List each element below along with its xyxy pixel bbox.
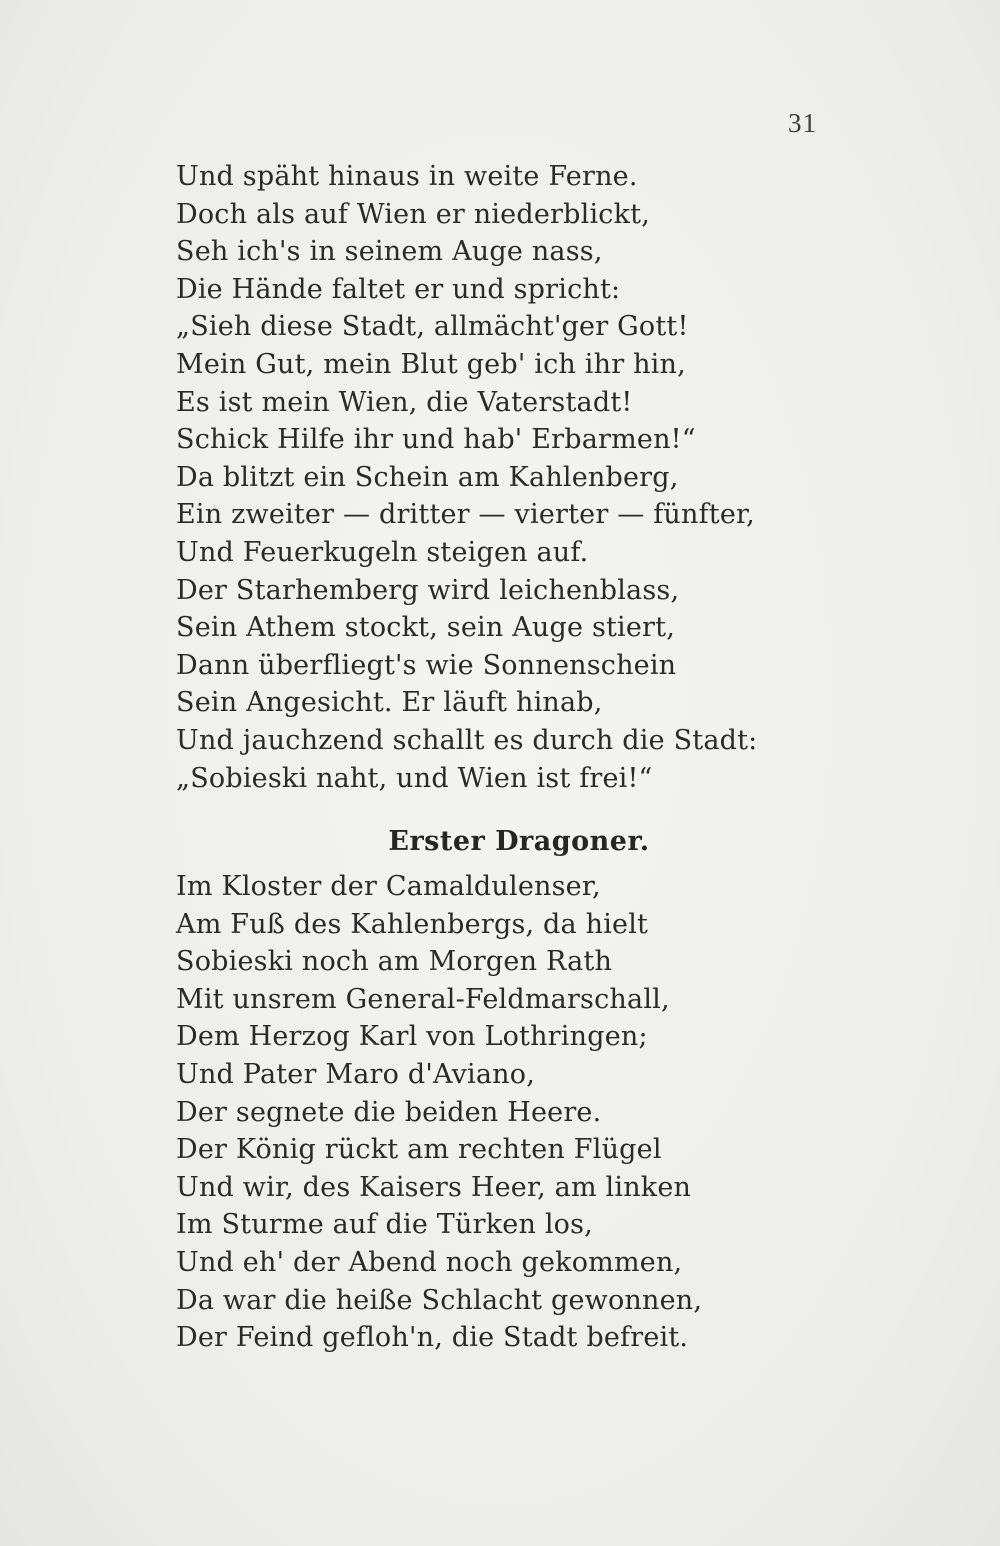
poem-line: Mit unsrem General-Feldmarschall, bbox=[176, 983, 670, 1015]
poem-line: Dann überfliegt's wie Sonnenschein bbox=[176, 649, 677, 681]
poem-line: Dem Herzog Karl von Lothringen; bbox=[176, 1021, 648, 1053]
poem-stanza-2 bbox=[176, 868, 796, 1357]
poem-line: Es ist mein Wien, die Vaterstadt! bbox=[176, 386, 633, 418]
poem-line: Und jauchzend schallt es durch die Stadt: bbox=[176, 724, 758, 756]
poem-line: Und Feuerkugeln steigen auf. bbox=[176, 536, 589, 568]
poem-line: Im Sturme auf die Türken los, bbox=[176, 1209, 593, 1241]
poem-line: Mein Gut, mein Blut geb' ich ihr hin, bbox=[176, 348, 686, 380]
poem-line: Und späht hinaus in weite Ferne. bbox=[176, 161, 638, 192]
poem-line: Sein Angesicht. Er läuft hinab, bbox=[176, 687, 603, 719]
poem-line: Und wir, des Kaisers Heer, am linken bbox=[176, 1171, 692, 1203]
poem-line: Sobieski noch am Morgen Rath bbox=[176, 946, 613, 978]
poem-line: Da blitzt ein Schein am Kahlenberg, bbox=[176, 461, 679, 493]
poem-line: Der segnete die beiden Heere. bbox=[176, 1096, 602, 1128]
poem-line: Die Hände faltet er und spricht: bbox=[176, 273, 621, 305]
poem-line: Doch als auf Wien er niederblickt, bbox=[176, 198, 651, 230]
section-heading: Erster Dragoner. bbox=[388, 826, 650, 857]
poem-line: Und Pater Maro d'Aviano, bbox=[176, 1058, 535, 1090]
poem-line: Der König rückt am rechten Flügel bbox=[176, 1134, 662, 1166]
poem-line: „Sobieski naht, und Wien ist frei!“ bbox=[176, 762, 653, 794]
poem-line: Am Fuß des Kahlenbergs, da hielt bbox=[176, 908, 649, 940]
poem-line: Der Starhemberg wird leichenblass, bbox=[176, 574, 680, 606]
poem-line: „Sieh diese Stadt, allmächt'ger Gott! bbox=[176, 311, 689, 343]
poem-line: Der Feind gefloh'n, die Stadt befreit. bbox=[176, 1322, 689, 1354]
poem-line: Sein Athem stockt, sein Auge stiert, bbox=[176, 612, 676, 644]
poem-line: Schick Hilfe ihr und hab' Erbarmen!“ bbox=[176, 424, 696, 456]
poem-line: Ein zweiter — dritter — vierter — fünfter, bbox=[176, 499, 755, 531]
page-number: 31 bbox=[788, 108, 817, 138]
poem-line: Und eh' der Abend noch gekommen, bbox=[176, 1246, 683, 1278]
poem-line: Im Kloster der Camaldulenser, bbox=[176, 871, 601, 902]
poem-line: Seh ich's in seinem Auge nass, bbox=[176, 236, 603, 268]
poem-line: Da war die heiße Schlacht gewonnen, bbox=[176, 1284, 703, 1316]
poem-stanza-1 bbox=[176, 158, 796, 797]
